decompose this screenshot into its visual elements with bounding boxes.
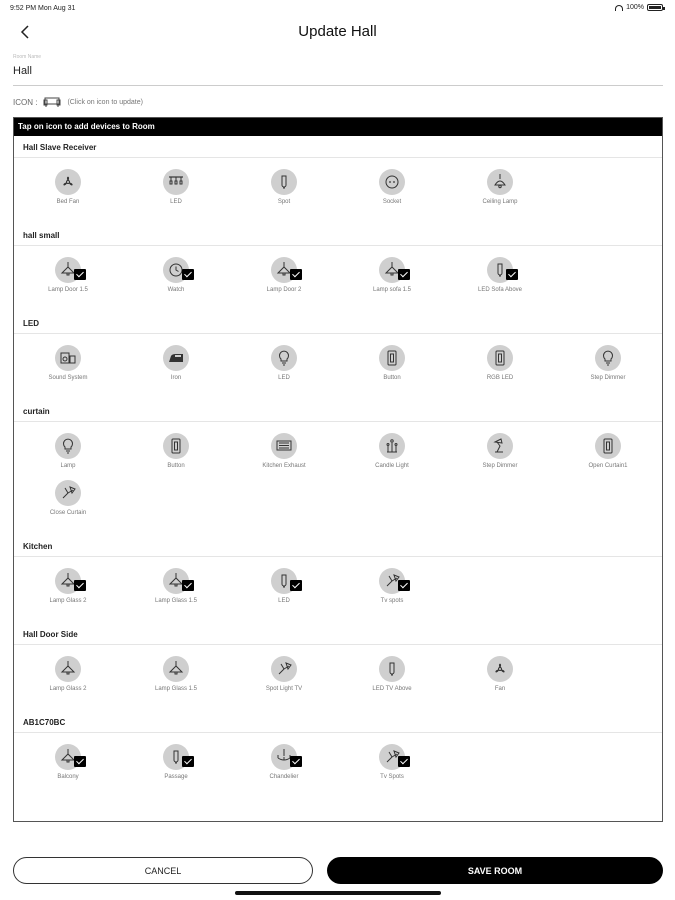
fan-icon <box>59 173 77 191</box>
device-icon <box>163 257 189 283</box>
device-panel <box>13 117 663 822</box>
switch-icon <box>599 437 617 455</box>
device-item[interactable] <box>14 345 122 392</box>
checkmark-icon <box>182 269 194 280</box>
candle-light-icon <box>383 437 401 455</box>
device-icon <box>487 656 513 682</box>
device-item[interactable] <box>122 169 230 216</box>
checkmark-icon <box>398 269 410 280</box>
bulb-icon <box>275 349 293 367</box>
device-label: Fan <box>494 686 506 692</box>
device-label: Candle Light <box>375 463 409 469</box>
device-label: LED TV Above <box>372 686 412 692</box>
spot-bulb-icon <box>383 660 401 678</box>
device-icon <box>271 568 297 594</box>
device-label: Socket <box>382 199 402 205</box>
device-label: Step Dimmer <box>590 375 626 381</box>
device-icon <box>271 656 297 682</box>
device-item[interactable] <box>122 433 230 480</box>
device-item[interactable] <box>14 744 122 791</box>
device-item[interactable] <box>554 433 662 480</box>
device-label: Button <box>383 375 401 381</box>
device-grid <box>14 422 662 535</box>
device-label: Lamp Glass 1.5 <box>154 686 198 692</box>
device-item[interactable] <box>338 568 446 615</box>
battery-percent: 100% <box>626 4 644 11</box>
device-icon <box>379 345 405 371</box>
page-title: Update Hall <box>298 23 377 40</box>
group-title: curtain <box>14 400 662 422</box>
wifi-icon <box>615 5 623 11</box>
device-label: Sound System <box>48 375 88 381</box>
bulb-icon <box>599 349 617 367</box>
device-icon <box>163 345 189 371</box>
device-item[interactable] <box>230 568 338 615</box>
device-item[interactable] <box>230 169 338 216</box>
device-icon <box>163 656 189 682</box>
device-item[interactable] <box>338 345 446 392</box>
led-strip-icon <box>167 173 185 191</box>
device-label: Lamp Door 1.5 <box>48 287 88 293</box>
device-icon <box>379 656 405 682</box>
status-time: 9:52 PM Mon Aug 31 <box>10 5 76 12</box>
socket-icon <box>383 173 401 191</box>
room-icon-button[interactable] <box>43 96 61 108</box>
checkmark-icon <box>74 756 86 767</box>
device-item[interactable] <box>338 169 446 216</box>
device-label: Lamp Glass 2 <box>49 686 87 692</box>
device-icon <box>55 169 81 195</box>
group-title: hall small <box>14 224 662 246</box>
device-item[interactable] <box>230 744 338 791</box>
ceiling-lamp-icon <box>491 173 509 191</box>
device-label: Lamp <box>60 463 76 469</box>
checkmark-icon <box>74 580 86 591</box>
room-name-field <box>13 54 663 86</box>
device-item[interactable] <box>338 744 446 791</box>
device-icon <box>379 744 405 770</box>
device-groups <box>14 136 662 799</box>
device-icon <box>55 656 81 682</box>
desk-lamp-icon <box>491 437 509 455</box>
device-icon <box>271 169 297 195</box>
checkmark-icon <box>290 580 302 591</box>
device-icon <box>163 433 189 459</box>
device-icon <box>379 257 405 283</box>
checkmark-icon <box>398 756 410 767</box>
battery-level <box>649 6 661 9</box>
device-icon <box>163 744 189 770</box>
device-item[interactable] <box>446 433 554 480</box>
device-item[interactable] <box>14 656 122 703</box>
spotlight-icon <box>275 660 293 678</box>
device-icon <box>55 744 81 770</box>
device-item[interactable] <box>230 656 338 703</box>
device-item[interactable] <box>338 257 446 304</box>
device-icon <box>595 345 621 371</box>
spot-bulb-icon <box>275 173 293 191</box>
icon-hint: (Click on icon to update) <box>67 98 143 106</box>
group-title: Kitchen <box>14 535 662 557</box>
checkmark-icon <box>182 756 194 767</box>
device-icon <box>487 433 513 459</box>
device-item[interactable] <box>230 257 338 304</box>
device-item[interactable] <box>122 656 230 703</box>
device-icon <box>271 345 297 371</box>
device-icon <box>487 169 513 195</box>
exhaust-icon <box>275 437 293 455</box>
device-item[interactable] <box>446 169 554 216</box>
home-indicator <box>235 891 441 895</box>
device-item[interactable] <box>122 744 230 791</box>
group-title: LED <box>14 312 662 334</box>
checkmark-icon <box>398 580 410 591</box>
device-item[interactable] <box>446 345 554 392</box>
sound-system-icon <box>59 349 77 367</box>
device-item[interactable] <box>446 656 554 703</box>
room-name-input[interactable] <box>13 65 663 77</box>
device-icon <box>163 568 189 594</box>
device-label: Button <box>167 463 185 469</box>
icon-row <box>13 94 143 110</box>
sofa-icon <box>43 96 61 108</box>
device-icon <box>379 169 405 195</box>
bulb-icon <box>59 437 77 455</box>
device-label: Kitchen Exhaust <box>262 463 306 469</box>
device-icon <box>55 568 81 594</box>
device-label: Spot <box>277 199 291 205</box>
group-title: AB1C70BC <box>14 711 662 733</box>
device-label: LED <box>278 598 290 604</box>
device-item[interactable] <box>14 480 122 527</box>
device-item[interactable] <box>122 568 230 615</box>
checkmark-icon <box>290 269 302 280</box>
device-grid <box>14 158 662 224</box>
group-title: Hall Slave Receiver <box>14 136 662 158</box>
room-name-label: Room Name <box>13 54 42 60</box>
device-icon <box>379 568 405 594</box>
device-label: LED <box>278 375 290 381</box>
device-item[interactable] <box>446 257 554 304</box>
device-label: Spot Light TV <box>265 686 303 692</box>
device-item[interactable] <box>230 433 338 480</box>
header <box>0 18 675 48</box>
battery-icon <box>647 4 663 11</box>
device-item[interactable] <box>14 568 122 615</box>
switch-icon <box>383 349 401 367</box>
device-label: LED <box>170 199 182 205</box>
device-item[interactable] <box>230 345 338 392</box>
switch-icon <box>167 437 185 455</box>
status-indicators <box>615 4 663 11</box>
device-item[interactable] <box>14 169 122 216</box>
device-grid <box>14 334 662 400</box>
device-grid <box>14 246 662 312</box>
save-room-button[interactable]: SAVE ROOM <box>327 857 663 884</box>
checkmark-icon <box>290 756 302 767</box>
checkmark-icon <box>74 269 86 280</box>
device-icon <box>379 433 405 459</box>
group-title: Hall Door Side <box>14 623 662 645</box>
device-label: Lamp sofa 1.5 <box>372 287 412 293</box>
pendant-lamp-icon <box>59 660 77 678</box>
switch-icon <box>491 349 509 367</box>
device-label: Lamp Door 2 <box>266 287 302 293</box>
device-label: Passage <box>164 774 188 780</box>
device-icon <box>55 480 81 506</box>
device-grid <box>14 733 662 799</box>
device-icon <box>487 345 513 371</box>
device-item[interactable] <box>122 257 230 304</box>
device-item[interactable] <box>338 656 446 703</box>
device-item[interactable] <box>14 257 122 304</box>
device-icon <box>487 257 513 283</box>
device-label: Open Curtain1 <box>588 463 628 469</box>
icon-label: ICON : <box>13 97 38 107</box>
device-icon <box>55 345 81 371</box>
spotlight-icon <box>59 484 77 502</box>
checkmark-icon <box>182 580 194 591</box>
device-icon <box>271 744 297 770</box>
device-label: Step Dimmer <box>482 463 518 469</box>
device-icon <box>55 257 81 283</box>
panel-banner: Tap on icon to add devices to Room <box>14 118 662 136</box>
device-label: RGB LED <box>486 375 514 381</box>
device-icon <box>595 433 621 459</box>
device-icon <box>163 169 189 195</box>
checkmark-icon <box>506 269 518 280</box>
device-label: Tv Spots <box>380 774 404 780</box>
device-icon <box>271 433 297 459</box>
device-label: LED Sofa Above <box>477 287 523 293</box>
device-label: Lamp Glass 2 <box>49 598 87 604</box>
cancel-button[interactable]: CANCEL <box>13 857 313 884</box>
pendant-lamp-icon <box>167 660 185 678</box>
device-grid <box>14 557 662 623</box>
device-item[interactable] <box>122 345 230 392</box>
device-label: Close Curtain <box>49 510 87 516</box>
device-item[interactable] <box>554 345 662 392</box>
device-label: Lamp Glass 1.5 <box>154 598 198 604</box>
device-label: Chandelier <box>269 774 299 780</box>
device-label: Tv spots <box>380 598 404 604</box>
device-icon <box>271 257 297 283</box>
device-item[interactable] <box>14 433 122 480</box>
device-label: Bed Fan <box>56 199 80 205</box>
device-label: Watch <box>167 287 185 293</box>
device-label: Balcony <box>57 774 79 780</box>
device-label: Iron <box>170 375 182 381</box>
iron-icon <box>167 349 185 367</box>
device-item[interactable] <box>338 433 446 480</box>
device-grid <box>14 645 662 711</box>
device-label: Ceiling Lamp <box>482 199 518 205</box>
device-icon <box>55 433 81 459</box>
fan-icon <box>491 660 509 678</box>
status-bar <box>0 0 675 18</box>
